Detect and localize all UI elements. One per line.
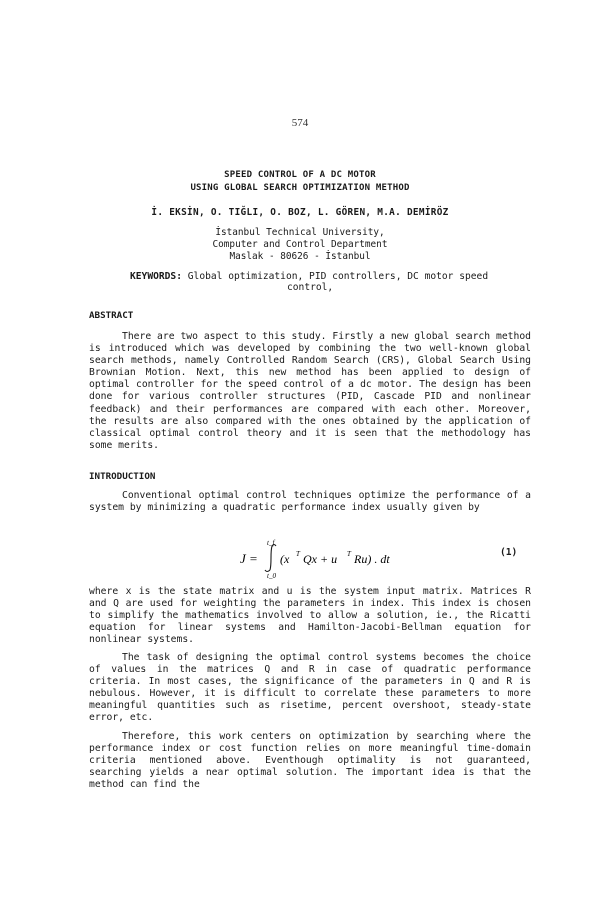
integral-lower-limit: t_0 bbox=[267, 572, 276, 579]
transpose-superscript-1: T bbox=[296, 550, 300, 558]
keywords-block bbox=[130, 271, 540, 293]
page-number: 574 bbox=[291, 117, 309, 129]
intro-paragraph-3: The task of designing the optimal control systems becomes the choice of values in the matrices Q and R in case of quadratic performance criteria. In most cases, the significance of the parameters in Q and R is nebulous. However, it is difficult to correlate these parameters to more meaningful quantities such as risetime, percent overshoot, steady-state error, etc. bbox=[89, 652, 531, 724]
integral-sign bbox=[265, 545, 276, 572]
keywords-label: KEYWORDS: bbox=[130, 271, 182, 282]
affiliation-line-2: Computer and Control Department bbox=[212, 239, 388, 250]
intro-paragraph-4: Therefore, this work centers on optimization by searching where the performance index or cost function relies on more meaningful time-domain criteria mentioned above. Eventhough optimality is not guaranteed, searching yields a near optimal solution. The important idea is that the method can find the bbox=[89, 731, 531, 791]
integral-upper-limit: t_f bbox=[267, 539, 275, 547]
introduction-heading: INTRODUCTION bbox=[89, 471, 156, 482]
abstract-heading: ABSTRACT bbox=[89, 310, 134, 321]
abstract-paragraph: There are two aspect to this study. Firstly a new global search method is introduced which was developed by combining the two well-known global search methods, namely Controlled Random Search (CRS), Global Search Using Brownian Motion. Next, this new method has been applied to design of optimal controller for the speed control of a dc motor. The design has been done for various controller structures (PID, Cascade PID and nonlinear feedback) and their performances are compared with each other. Moreover, the results are also compared with the ones obtained by the application of classical optimal control theory and it is seen that the methodology has some merits. bbox=[89, 331, 531, 451]
equation-lhs: J = bbox=[240, 551, 258, 566]
equation-integrand-middle: Qx + u bbox=[303, 552, 338, 566]
intro-paragraph-2: where x is the state matrix and u is the system input matrix. Matrices R and Q are used for weighting the parameters in index. This index is chosen to simplify the mathematics involved to allow a solution, ie., the Ricatti equation for linear systems and Hamilton-Jacobi-Bellman equation for nonlinear systems. bbox=[89, 586, 531, 646]
author-list: İ. EKSİN, O. TIĞLI, O. BOZ, L. GÖREN, M.A. DEMİRÖZ bbox=[151, 207, 449, 218]
affiliation-line-3: Maslak - 80626 - İstanbul bbox=[229, 251, 371, 262]
equation-integrand-end: Ru) . dt bbox=[354, 552, 390, 566]
transpose-superscript-2: T bbox=[347, 550, 351, 558]
keywords-line-1: Global optimization, PID controllers, DC motor speed bbox=[187, 271, 489, 282]
paper-title-line-1: SPEED CONTROL OF A DC MOTOR bbox=[224, 170, 376, 180]
affiliation-line-1: İstanbul Technical University, bbox=[215, 227, 385, 238]
performance-index-equation bbox=[200, 537, 530, 579]
equation-number: (1) bbox=[500, 547, 518, 558]
paper-title-line-2: USING GLOBAL SEARCH OPTIMIZATION METHOD bbox=[190, 183, 410, 193]
keywords-line-2: control, bbox=[287, 282, 334, 293]
intro-paragraph-1: Conventional optimal control techniques optimize the performance of a system by minimizing a quadratic performance index usually given by bbox=[89, 490, 531, 514]
equation-integrand-start: (x bbox=[280, 552, 290, 566]
